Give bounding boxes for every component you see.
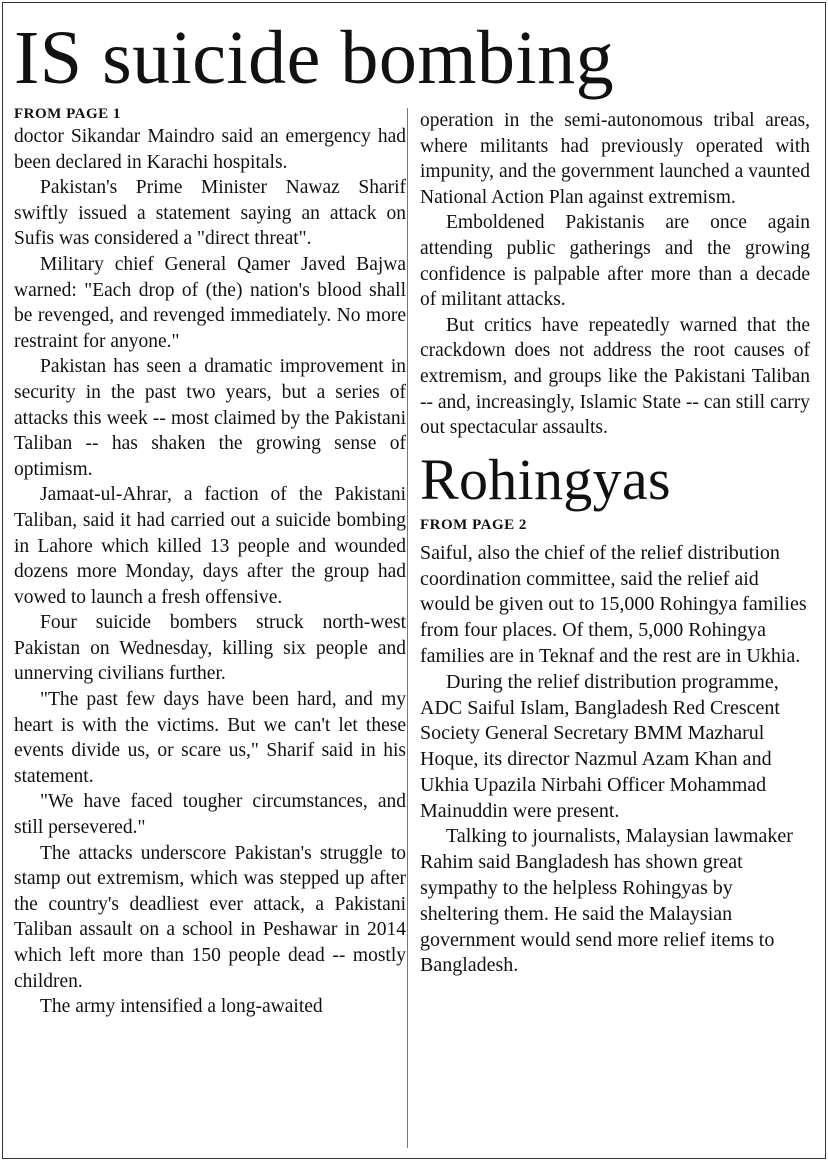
story1-body-left: [14, 124, 406, 1020]
story1-paragraph: Pakistan has seen a dramatic improvement in security in the past two years, but a series of attacks this week -- most claimed by the Pakistani Taliban -- has shaken the growing sense of optimism.: [14, 356, 406, 480]
story2-dateline: FROM PAGE 2: [420, 516, 527, 533]
story1-paragraph: doctor Sikandar Maindro said an emergency had been declared in Karachi hospitals.: [14, 126, 406, 173]
story1-paragraph: But critics have repeatedly warned that the crackdown does not address the root causes of extremism, and groups like the Pakistani Taliban -- and, increasingly, Islamic State -- can still carry out spectacular assaults.: [420, 314, 810, 439]
story-column-right: [420, 108, 810, 979]
story1-paragraph: The army intensified a long-awaited: [40, 996, 323, 1018]
story2-body: [420, 541, 810, 980]
story1-dateline: FROM PAGE 1: [14, 106, 121, 122]
story1-paragraph: The attacks underscore Pakistan's struggle to stamp out extremism, which was stepped up after the country's deadliest ever attack, a Pakistani Taliban assault on a school in Peshawar in 2014 which left more than 150 people dead -- mostly children.: [14, 842, 406, 992]
story1-paragraph: Emboldened Pakistanis are once again attending public gatherings and the growing confidence is palpable after more than a decade of militant attacks.: [420, 212, 810, 311]
story2-paragraph: Talking to journalists, Malaysian lawmaker Rahim said Bangladesh has shown great sympathy to the helpless Rohingyas by sheltering them. He said the Malaysian government would send more relief items to Bangladesh.: [420, 825, 793, 977]
story1-paragraph: "The past few days have been hard, and my heart is with the victims. But we can't let these events divide us, or scare us," Sharif said in his statement.: [14, 689, 406, 787]
story1-column-left: [14, 104, 406, 1020]
story2-paragraph: During the relief distribution programme, ADC Saiful Islam, Bangladesh Red Crescent Society General Secretary BMM Mazharul Hoque, its director Nazmul Azam Khan and Ukhia Upazila Nirbahi Officer Mohammad Mainuddin were present.: [420, 670, 780, 822]
story1-paragraph: Military chief General Qamer Javed Bajwa warned: "Each drop of (the) nation's blood shall be revenged, and revenged immediately. No more restraint for anyone.": [14, 253, 406, 352]
column-rule: [407, 108, 408, 1148]
story1-paragraph: Four suicide bombers struck north-west Pakistan on Wednesday, killing six people and unnerving civilians further.: [14, 612, 406, 685]
story1-paragraph: Jamaat-ul-Ahrar, a faction of the Pakistani Taliban, said it had carried out a suicide bombing in Lahore which killed 13 people and wounded dozens more Monday, days after the group had vowed to launch a fresh offensive.: [14, 484, 406, 608]
story1-paragraph: "We have faced tougher circumstances, and still persevered.": [14, 791, 406, 839]
story2-headline: Rohingyas: [420, 446, 671, 512]
story1-paragraph: Pakistan's Prime Minister Nawaz Sharif swiftly issued a statement saying an attack on Sufis was considered a "direct threat".: [14, 177, 406, 250]
story1-headline: IS suicide bombing: [14, 16, 615, 100]
story1-body-right: [420, 108, 810, 441]
story2-paragraph: Saiful, also the chief of the relief distribution coordination committee, said the relief aid would be given out to 15,000 Rohingya families from four places. Of them, 5,000 Rohingya families are in Teknaf and the rest are in Ukhia.: [420, 541, 807, 667]
story1-paragraph: operation in the semi-autonomous tribal areas, where militants had previously operated with impunity, and the government launched a vaunted National Action Plan against extremism.: [420, 110, 810, 208]
